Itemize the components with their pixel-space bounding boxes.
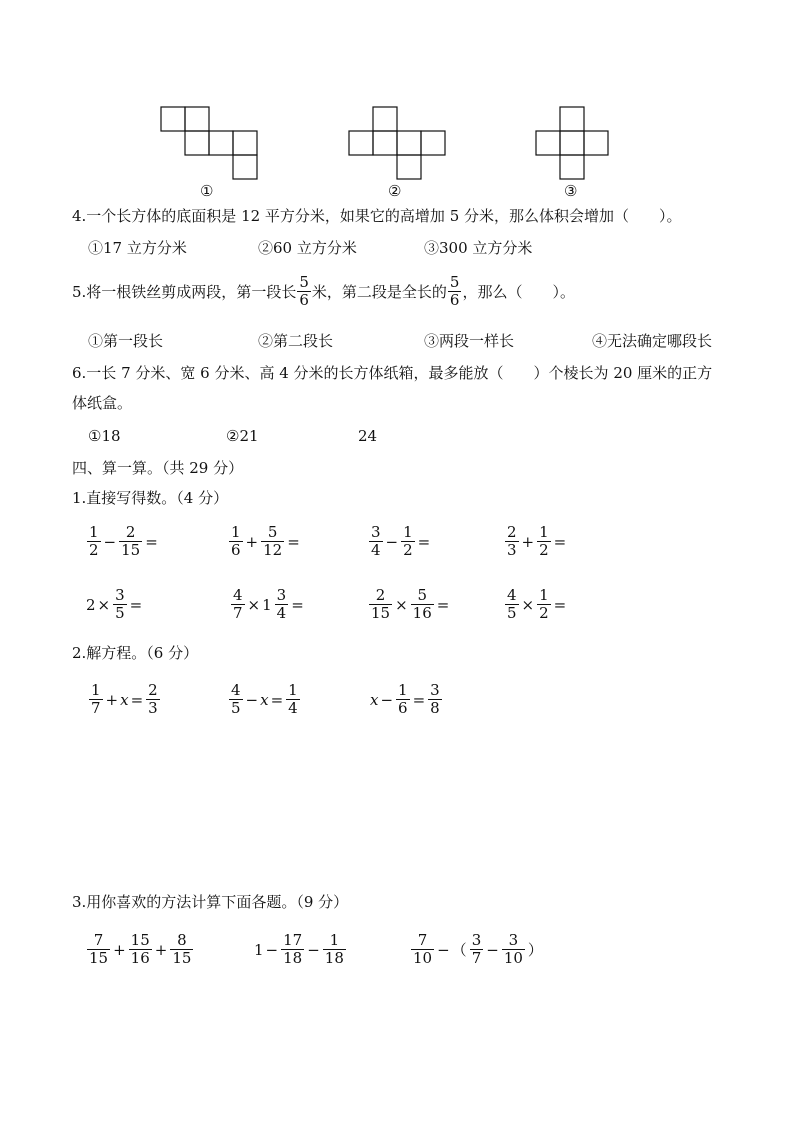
q6-option-3: 24 [358, 427, 378, 445]
net-label-3: ③ [564, 182, 578, 200]
q5-fraction-1: $\frac{5}{6}$ [299, 273, 309, 309]
q5-option-4: ④无法确定哪段长 [592, 332, 713, 350]
q6-option-2: ②21 [226, 427, 259, 445]
part-3-title: 3.用你喜欢的方法计算下面各题。（9 分） [72, 893, 349, 911]
q5-suffix: ，那么（ ）。 [462, 282, 575, 301]
cube-net-3 [533, 104, 609, 182]
q4-text: 4.一个长方体的底面积是 12 平方分米，如果它的高增加 5 分米，那么体积会增加（ ）。 [72, 207, 682, 225]
calc-4: $\frac{2}{3}$ + $\frac{1}{2}$ = [507, 523, 567, 559]
calc-5: 2 × $\frac{3}{5}$ = [86, 586, 143, 622]
q5-option-3: ③两段一样长 [424, 332, 515, 350]
q6-line-2: 体纸盒。 [72, 394, 133, 412]
q5-option-1: ①第一段长 [88, 332, 164, 350]
compute-3: $\frac{7}{10}$ − （ $\frac{3}{7}$ − $\frac{3}{10}$ ） [413, 931, 543, 967]
net-label-2: ② [388, 182, 402, 200]
equation-2: $\frac{4}{5}$ − x = $\frac{1}{4}$ [231, 681, 298, 717]
part-2-title: 2.解方程。（6 分） [72, 644, 199, 662]
calc-8: $\frac{4}{5}$ × $\frac{1}{2}$ = [507, 586, 567, 622]
equation-3: x − $\frac{1}{6}$ = $\frac{3}{8}$ [370, 681, 440, 717]
compute-2: 1 − $\frac{17}{18}$ − $\frac{1}{18}$ [254, 931, 344, 967]
calc-2: $\frac{1}{6}$ + $\frac{5}{12}$ = [231, 523, 300, 559]
cube-net-2 [346, 104, 446, 182]
cube-net-1 [158, 104, 258, 182]
q5-fraction-2: $\frac{5}{6}$ [449, 273, 460, 309]
q4-option-2: ②60 立方分米 [258, 239, 357, 257]
calc-7: $\frac{2}{15}$ × $\frac{5}{16}$ = [371, 586, 450, 622]
section-4-title: 四、算一算。（共 29 分） [72, 459, 244, 477]
q5-text [72, 274, 575, 309]
compute-1: $\frac{7}{15}$ + $\frac{15}{16}$ + $\frac{8}{15}$ [89, 931, 192, 967]
q4-option-1: ①17 立方分米 [88, 239, 187, 257]
equation-1: $\frac{1}{7}$ + x = $\frac{2}{3}$ [91, 681, 158, 717]
q5-option-2: ②第二段长 [258, 332, 334, 350]
net-label-1: ① [200, 182, 214, 200]
q6-option-1: ①18 [88, 427, 121, 445]
q4-option-3: ③300 立方分米 [424, 239, 533, 257]
calc-3: $\frac{3}{4}$ − $\frac{1}{2}$ = [371, 523, 431, 559]
q5-mid: 米，第二段是全长的 [311, 282, 447, 301]
q5-prefix: 5.将一根铁丝剪成两段，第一段长 [72, 282, 297, 301]
part-1-title: 1.直接写得数。（4 分） [72, 489, 229, 507]
q6-line-1: 6.一长 7 分米、宽 6 分米、高 4 分米的长方体纸箱，最多能放（ ）个棱长为 20 厘米的正方 [72, 364, 713, 382]
calc-6: $\frac{4}{7}$ × 1 $\frac{3}{4}$ = [233, 586, 304, 622]
calc-1: $\frac{1}{2}$ − $\frac{2}{15}$ = [89, 523, 158, 559]
